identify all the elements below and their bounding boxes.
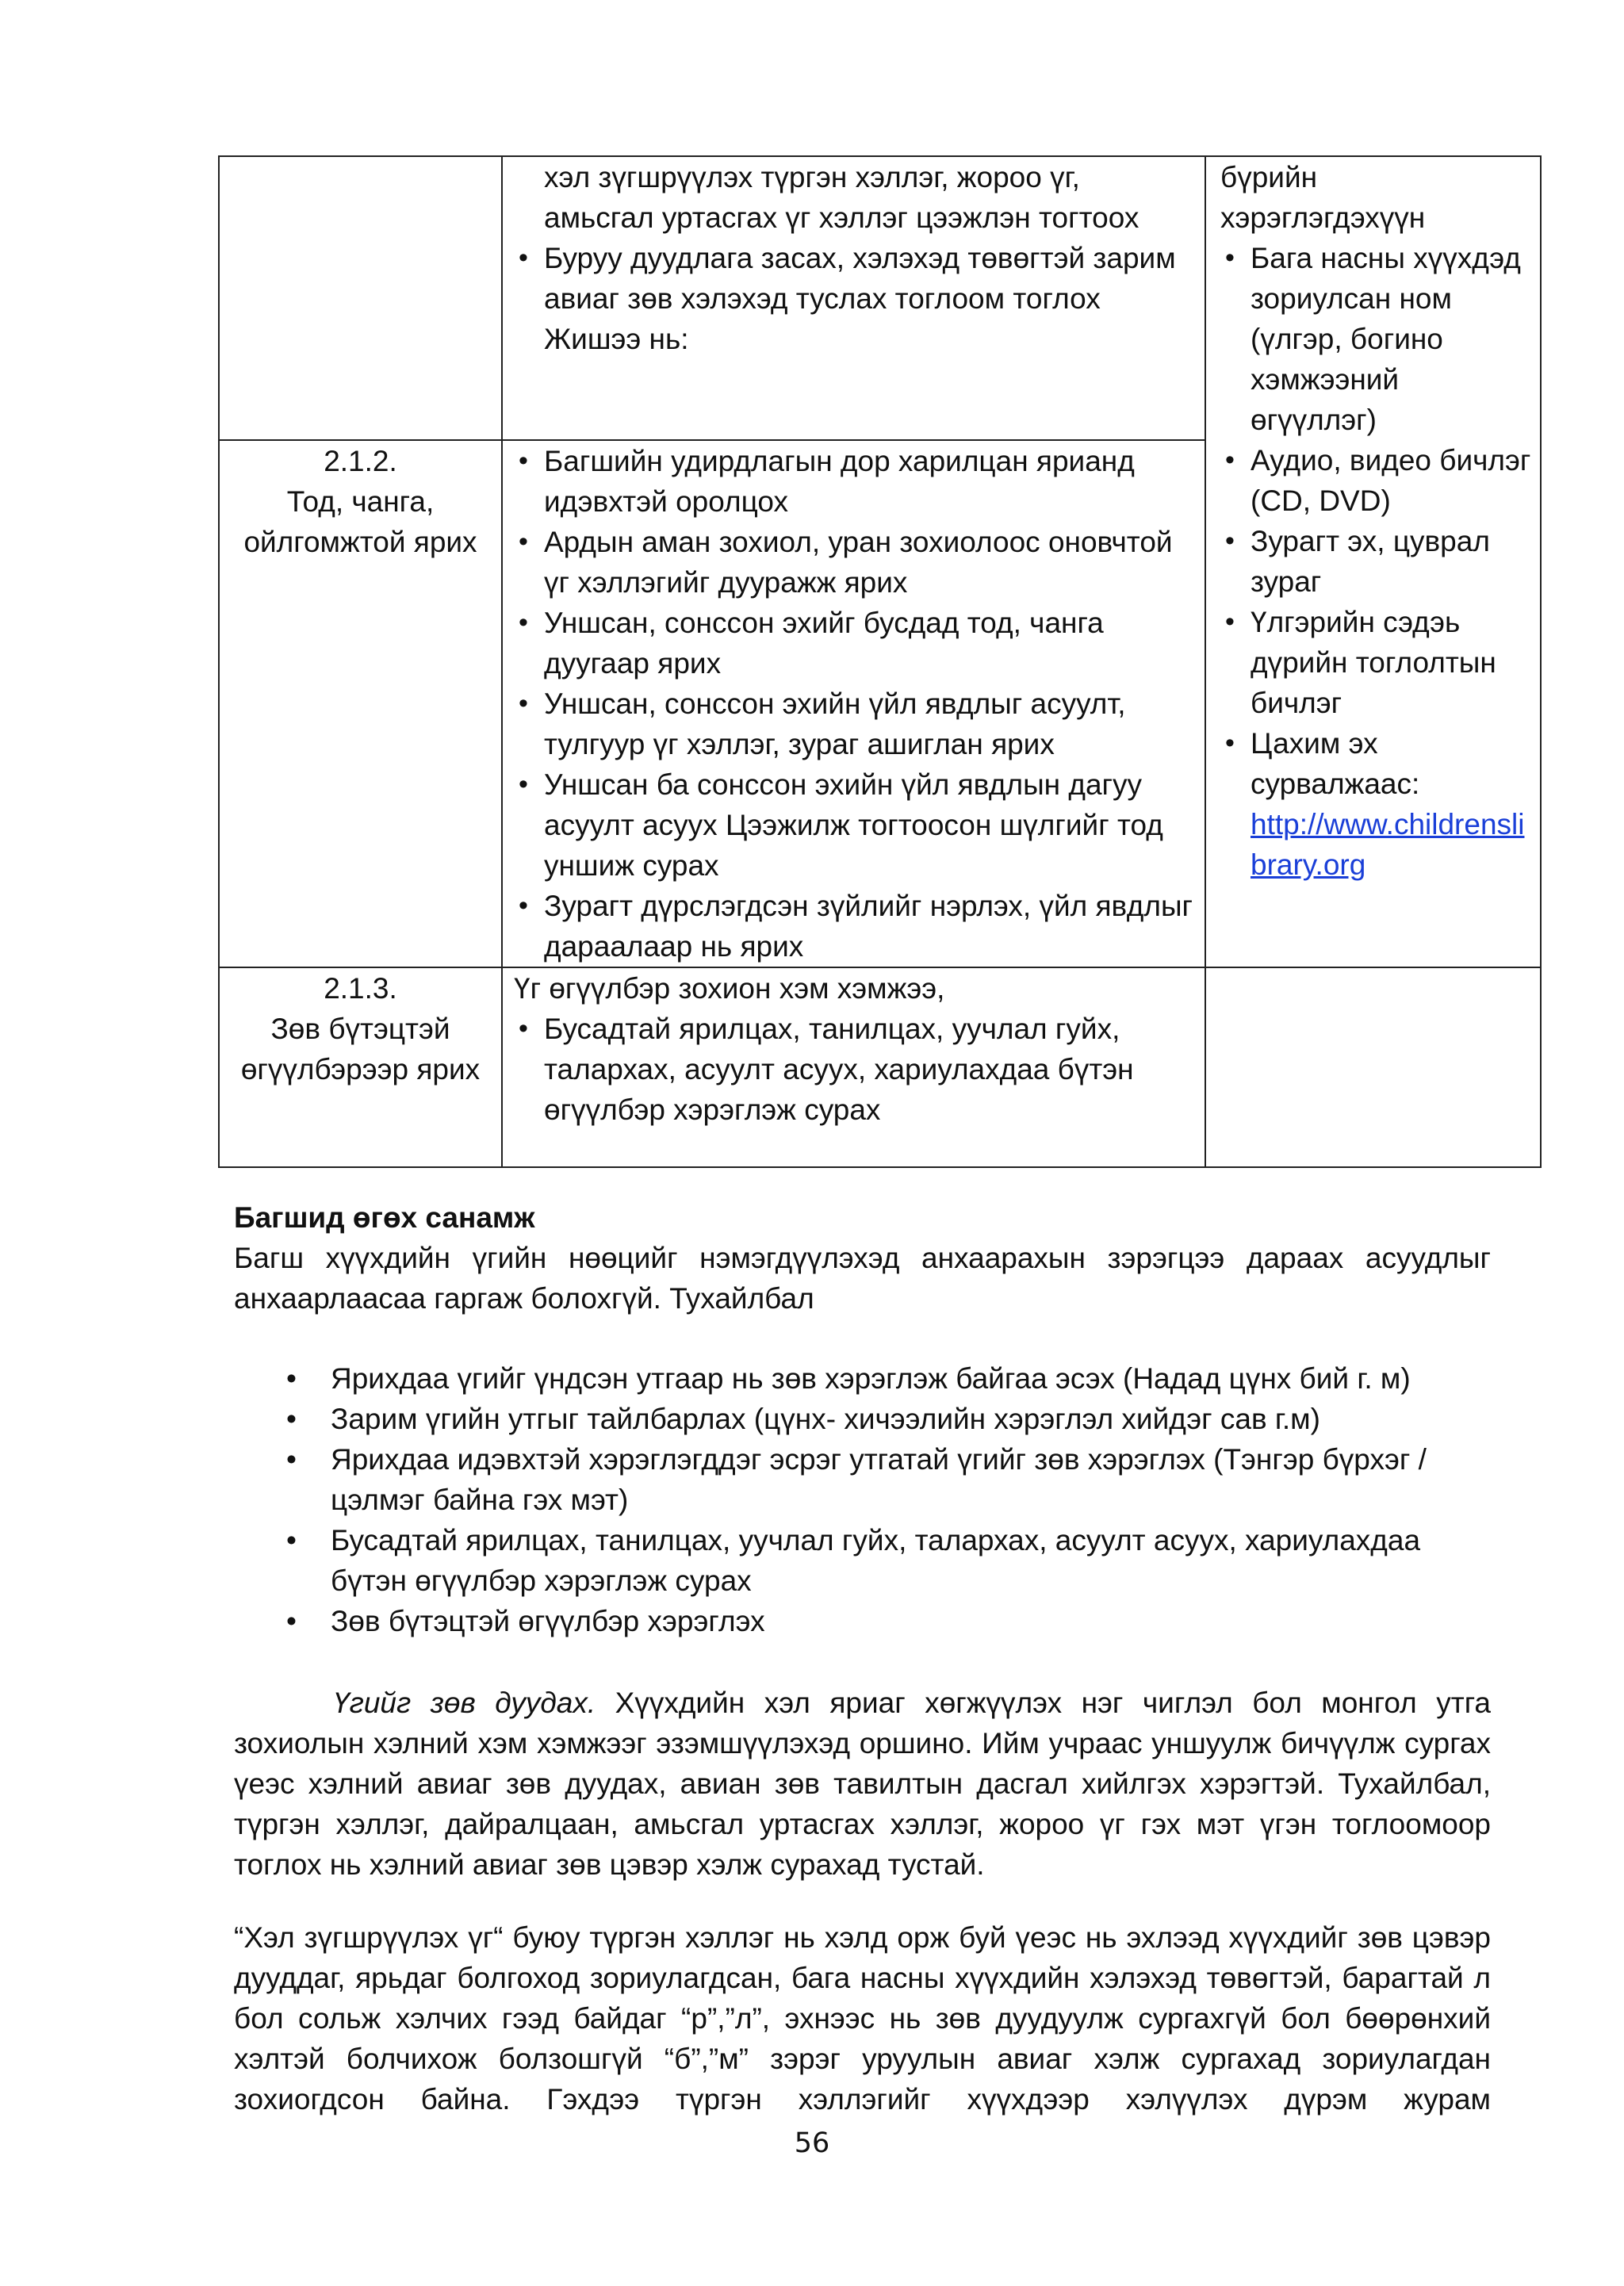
- table-row: [219, 156, 1541, 440]
- resources-line-2: хэрэглэгдэхүүн: [1220, 201, 1426, 234]
- row3-activities-cell: [502, 967, 1205, 1167]
- list-item: • Ярихдаа идэвхтэй хэрэглэгддэг эсрэг утгатай үгийг зөв хэрэглэх (Тэнгэр бүрхэг / цэлмэг байна гэх мэт): [282, 1439, 1503, 1520]
- row2-bullet: • Багшийн удирдлагын дор харилцан ярианд идэвхтэй оролцох: [514, 441, 1193, 522]
- row2-bullet: • Уншсан, сонссон эхийн үйл явдлыг асуулт, тулгуур үг хэллэг, зураг ашиглан ярих: [514, 684, 1193, 764]
- section-heading: Багшид өгөх санамж: [234, 1201, 535, 1234]
- paragraph-1: [234, 1683, 1491, 1885]
- paragraph-1-body: Хүүхдийн хэл яриаг хөгжүүлэх нэг чиглэл бол монгол утга зохиолын хэлний хэм хэмжээг эзэмшүүлэхэд оршино. Ийм учраас уншуулж бичүүлж сургах үеэс хэлний авиаг зөв дуудах, авиан зөв тавилтын дасгал хийлгэх хэрэгтэй. Тухайлбал, түргэн хэллэг, дайралцаан, амьсгал уртасгах хэллэг, жороо үг гэх мэт үгэн тоглоомоор тоглох нь хэлний авиаг зөв цэвэр хэлж сурахад тустай.: [234, 1687, 1491, 1881]
- list-item: • Зарим үгийн утгыг тайлбарлах (цүнх- хичээлийн хэрэглэл хийдэг сав г.м): [282, 1399, 1503, 1439]
- row3-lead: Үг өгүүлбэр зохион хэм хэмжээ,: [514, 972, 945, 1005]
- page-number: 56: [794, 2127, 830, 2159]
- resource-item: • Аудио, видео бичлэг (CD, DVD): [1220, 440, 1532, 521]
- row2-code: 2.1.2.: [324, 445, 397, 477]
- row1-activities-cell: [502, 156, 1205, 440]
- row2-bullet: • Зурагт дүрслэгдсэн зүйлийг нэрлэх, үйл явдлыг дараалаар нь ярих: [514, 886, 1193, 967]
- row1-bullet: • Буруу дуудлага засах, хэлэхэд төвөгтэй зарим авиаг зөв хэлэхэд туслах тоглоом тоглох: [514, 238, 1193, 319]
- list-item: • Ярихдаа үгийг үндсэн утгаар нь зөв хэрэглэж байгаа эсэх (Надад цүнх бий г. м): [282, 1358, 1503, 1399]
- resource-item: • Бага насны хүүхдэд зориулсан ном (үлгэр, богино хэмжээний өгүүллэг): [1220, 238, 1532, 440]
- row2-bullet: • Уншсан, сонссон эхийг бусдад тод, чанга дуугаар ярих: [514, 603, 1193, 684]
- row3-code-cell: [219, 967, 502, 1167]
- list-item: • Зөв бүтэцтэй өгүүлбэр хэрэглэх: [282, 1601, 1503, 1641]
- row2-title: Тод, чанга, ойлгомжтой ярих: [243, 485, 477, 558]
- resource-item-label: Цахим эх сурвалжаас:: [1251, 727, 1420, 800]
- row2-bullet: • Ардын аман зохиол, уран зохиолоос оновчтой үг хэллэгийг дууражж ярих: [514, 522, 1193, 603]
- table-row: [219, 967, 1541, 1167]
- paragraph-1-lead: Үгийг зөв дуудах.: [333, 1687, 596, 1719]
- resources-cell: [1205, 156, 1541, 967]
- row2-bullet: • Уншсан ба сонссон эхийн үйл явдлын дагуу асуулт асуух Цээжилж тогтоосон шүлгийг тод уншиж сурах: [514, 764, 1193, 886]
- childrens-library-link[interactable]: http://www.childrenslibrary.org: [1251, 808, 1525, 881]
- resource-item: • Зурагт эх, цуврал зураг: [1220, 521, 1532, 602]
- resource-item: [1220, 723, 1532, 885]
- row3-bullet: • Бусадтай ярилцах, танилцах, уучлал гуйх, талархах, асуулт асуух, хариулахдаа бүтэн өгүүлбэр хэрэглэж сурах: [514, 1009, 1193, 1130]
- recommendations-list: [282, 1358, 1503, 1641]
- paragraph-2: “Хэл зүгшрүүлэх үг“ буюу түргэн хэллэг нь хэлд орж буй үеэс нь эхлээд хүүхдийг зөв цэвэр дууддаг, ярьдаг болгоход зориулагдсан, бага насны хүүхдийн хэлэхэд төвөгтэй, барагтай л бол сольж хэлчих гээд байдаг “р”,”л”, эхнээс нь зөв дуудуулж сургахгүй бол бөөрөнхий хэлтэй болчихож болзошгүй “б”,”м” зэрэг уруулын авиаг хэлж сургахад зориулагдан зохиогдсон байна. Гэхдээ түргэн хэллэгийг хүүхдээр хэлүүлэх дүрэм журам: [234, 1921, 1491, 2116]
- row1-line-2: амьсгал уртасгах үг хэллэг цээжлэн тогтоох: [544, 201, 1139, 234]
- row1-example-label: Жишээ нь:: [544, 323, 689, 355]
- row3-code: 2.1.3.: [324, 972, 397, 1005]
- row1-line-1: хэл зүгшрүүлэх түргэн хэллэг, жороо үг,: [544, 161, 1080, 193]
- row3-title: Зөв бүтэцтэй өгүүлбэрээр ярих: [240, 1013, 481, 1086]
- resource-item: • Үлгэрийн сэдэь дүрийн тоглолтын бичлэг: [1220, 602, 1532, 723]
- list-item: • Бусадтай ярилцах, танилцах, уучлал гуйх, талархах, асуулт асуух, хариулахдаа бүтэн өгүүлбэр хэрэглэж сурах: [282, 1520, 1503, 1601]
- curriculum-table: [218, 155, 1542, 1168]
- row2-code-cell: [219, 440, 502, 967]
- row2-activities-cell: [502, 440, 1205, 967]
- row3-empty-cell: [1205, 967, 1541, 1167]
- section-intro: Багш хүүхдийн үгийн нөөцийг нэмэгдүүлэхэд анхаарахын зэрэгцээ дараах асуудлыг анхаарлаасаа гаргаж болохгүй. Тухайлбал: [234, 1242, 1491, 1315]
- row1-code-cell: [219, 156, 502, 440]
- resources-line-1: бүрийн: [1220, 161, 1318, 193]
